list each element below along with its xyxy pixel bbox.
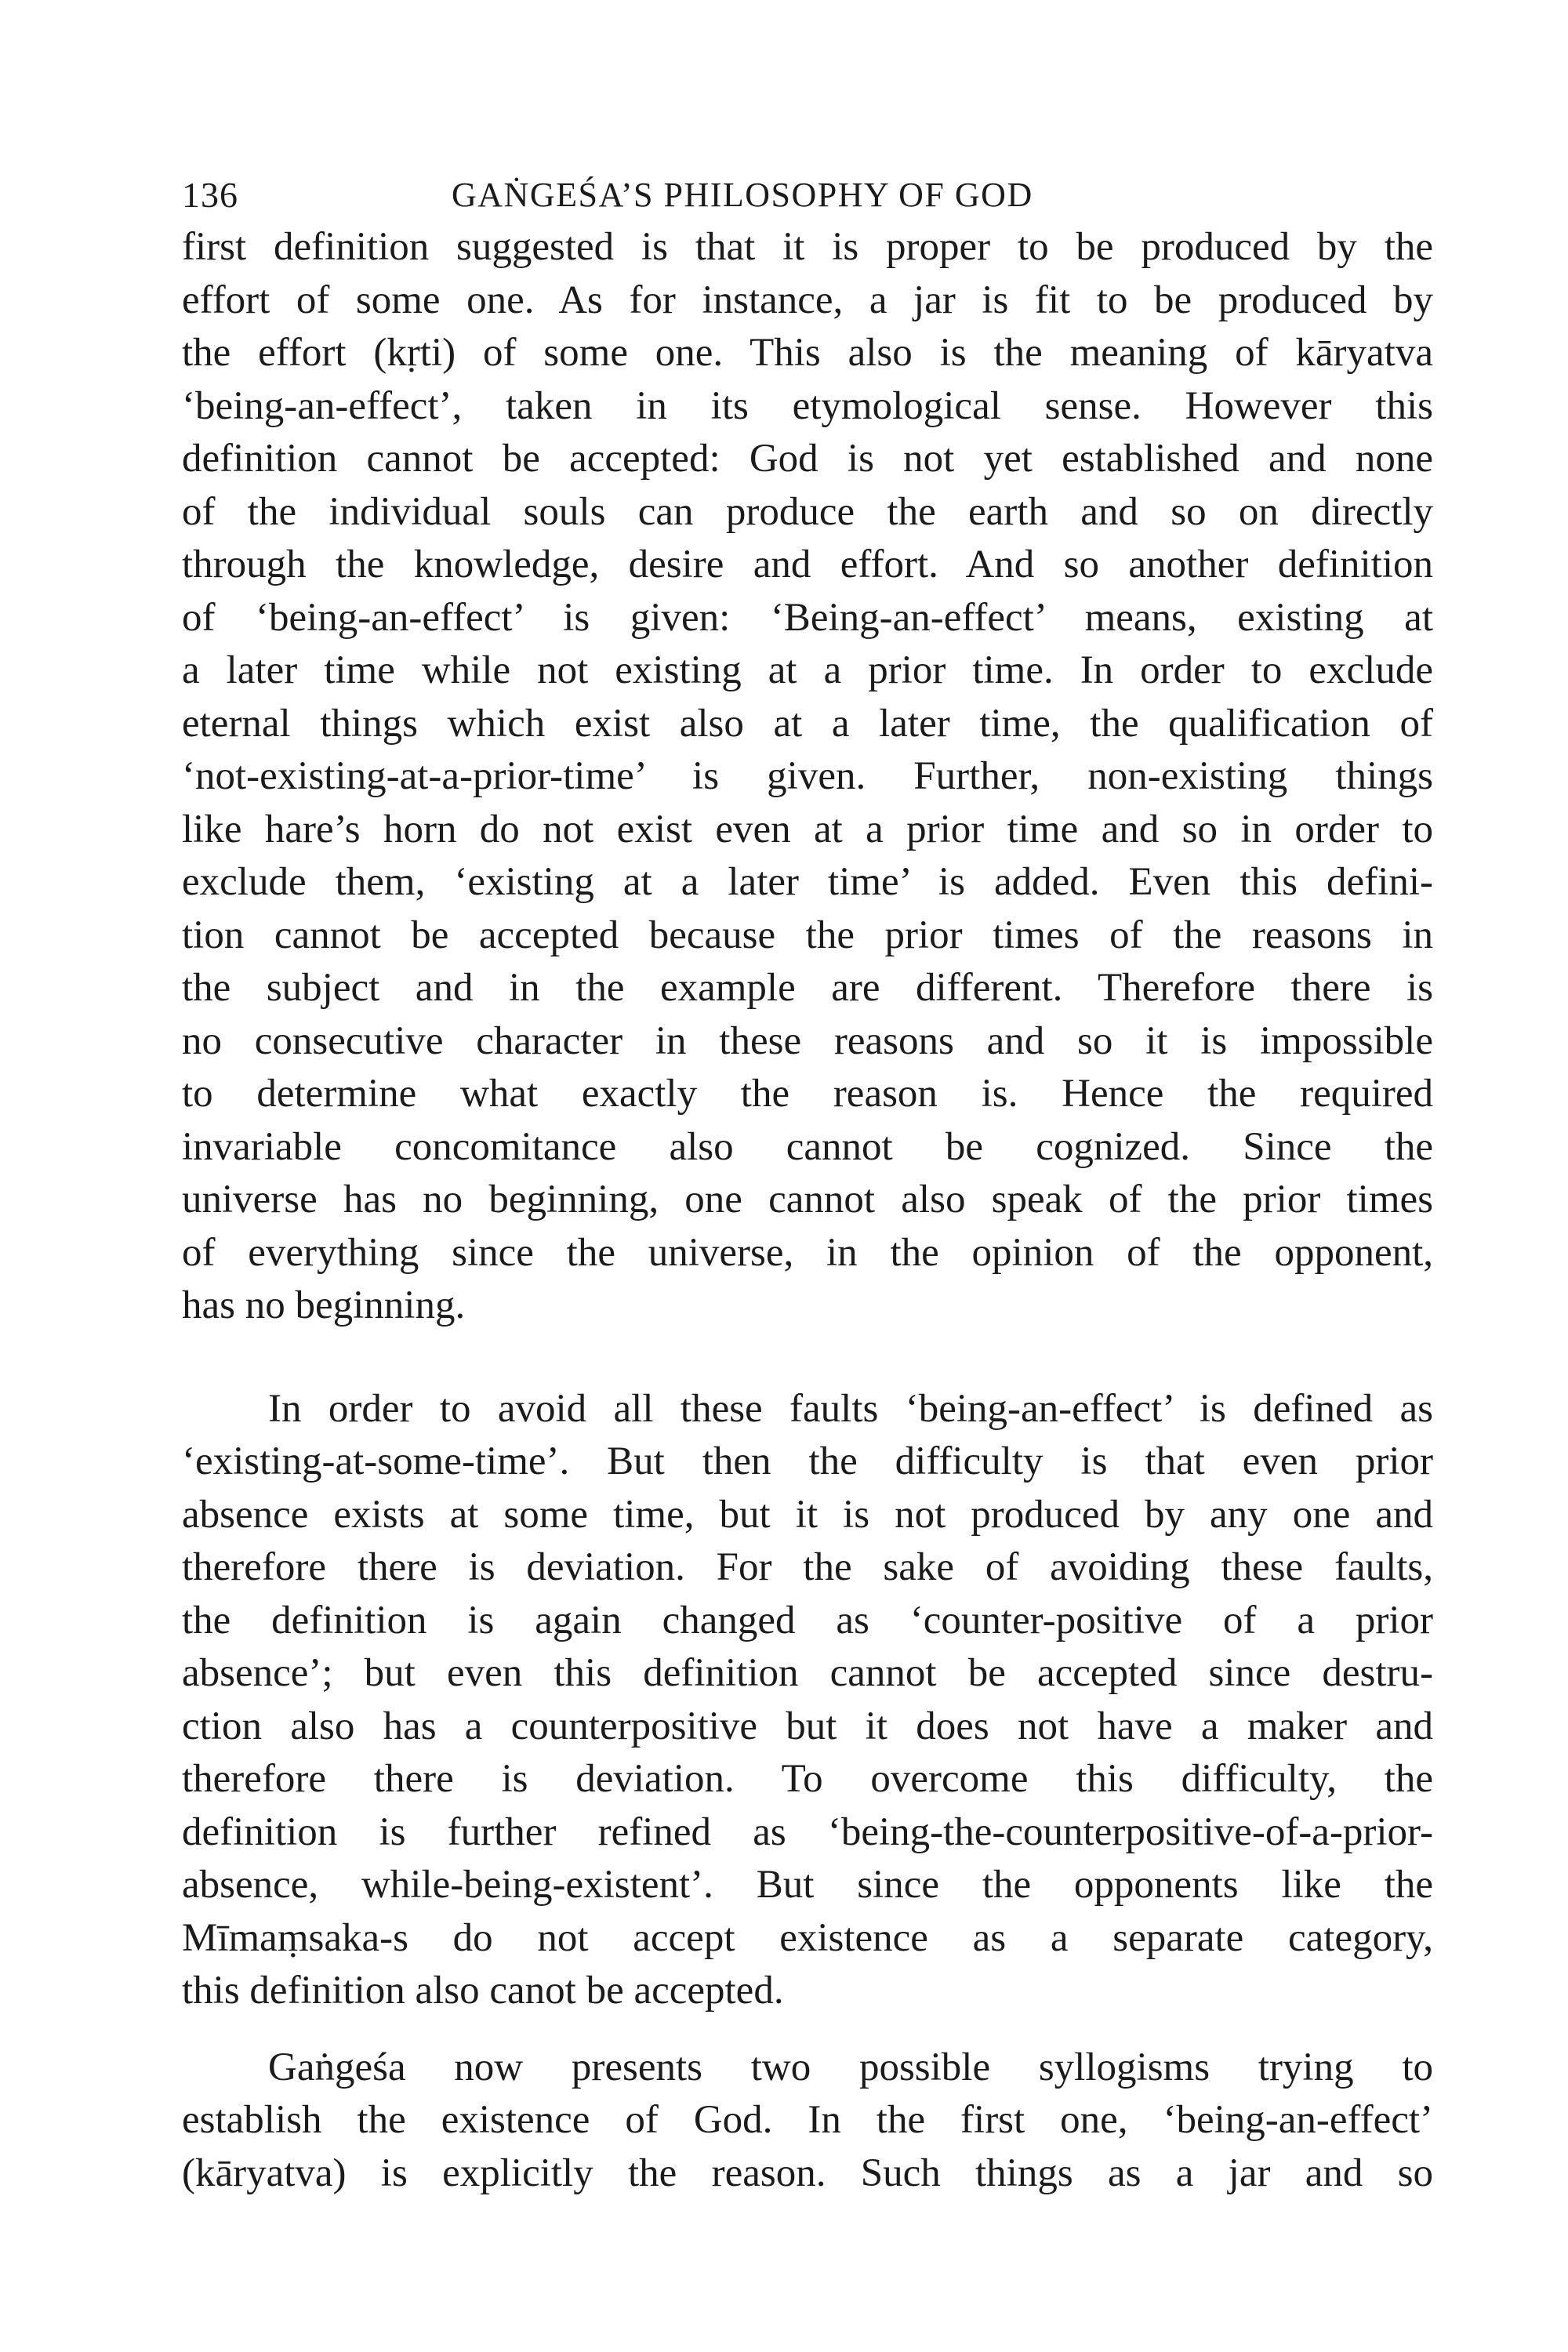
text-line: Gaṅgeśa now presents two possible syllogisms trying to (268, 2045, 1433, 2089)
paragraph-2 (182, 1383, 1433, 2018)
text-line: through the knowledge, desire and effort. And so another definition (182, 543, 1433, 586)
text-line: effort of some one. As for instance, a jar is fit to be produced by (182, 278, 1433, 322)
text-line: has no beginning. (182, 1283, 466, 1327)
text-line: In order to avoid all these faults ‘being-an-effect’ is defined as (268, 1386, 1433, 1431)
text-line: definition is further refined as ‘being-the-counterpositive-of-a-prior- (182, 1809, 1433, 1854)
text-line: establish the existence of God. In the first one, ‘being-an-effect’ (182, 2098, 1433, 2142)
text-line: of ‘being-an-effect’ is given: ‘Being-an-effect’ means, existing at (182, 595, 1433, 640)
text-line: Mīmaṃsaka-s do not accept existence as a separate category, (182, 1915, 1433, 1960)
page-number: 136 (182, 175, 238, 215)
text-line: absence, while-being-existent’. But since the opponents like the (182, 1863, 1433, 1907)
text-line: (kāryatva) is explicitly the reason. Such things as a jar and so (182, 2151, 1433, 2195)
text-line: universe has no beginning, one cannot also speak of the prior times (182, 1178, 1433, 1221)
paragraph-spacer (182, 1333, 1433, 1383)
text-line: exclude them, ‘existing at a later time’ is added. Even this defini- (182, 860, 1433, 904)
text-line: a later time while not existing at a prior time. In order to exclude (182, 648, 1433, 692)
text-line: absence’; but even this definition cannot be accepted since destru- (182, 1651, 1433, 1695)
paragraph-spacer (182, 2018, 1433, 2042)
text-line: no consecutive character in these reasons and so it is impossible (182, 1018, 1433, 1063)
paragraph-3 (182, 2042, 1433, 2201)
text-line: ‘being-an-effect’, taken in its etymological sense. However this (182, 383, 1433, 428)
text-line: the definition is again changed as ‘counter-positive of a prior (182, 1598, 1433, 1642)
text-line: this definition also canot be accepted. (182, 1969, 784, 2013)
text-line: like hare’s horn do not exist even at a prior time and so in order to (182, 807, 1433, 851)
text-line: of the individual souls can produce the earth and so on directly (182, 489, 1433, 534)
text-line: therefore there is deviation. To overcome this difficulty, the (182, 1757, 1433, 1801)
text-line: first definition suggested is that it is proper to be produced by the (182, 225, 1433, 269)
text-line: the effort (kṛti) of some one. This also is the meaning of kāryatva (182, 331, 1433, 375)
book-title: GAṄGEŚA’S PHILOSOPHY OF GOD (452, 176, 1033, 214)
text-line: to determine what exactly the reason is. Hence the required (182, 1072, 1433, 1116)
text-line: of everything since the universe, in the opinion of the opponent, (182, 1230, 1433, 1275)
text-line: absence exists at some time, but it is not produced by any one and (182, 1492, 1433, 1537)
text-line: invariable concomitance also cannot be cognized. Since the (182, 1124, 1433, 1169)
paragraph-1 (182, 221, 1433, 1333)
text-line: tion cannot be accepted because the prior times of the reasons in (182, 913, 1433, 957)
text-line: definition cannot be accepted: God is not yet established and none (182, 437, 1433, 481)
text-line: ‘not-existing-at-a-prior-time’ is given. Further, non-existing things (182, 754, 1433, 798)
body-text (182, 221, 1433, 2200)
text-line: eternal things which exist also at a later time, the qualification of (182, 701, 1433, 746)
text-line: ‘existing-at-some-time’. But then the difficulty is that even prior (182, 1439, 1433, 1483)
running-head (182, 168, 1436, 223)
text-line: ction also has a counterpositive but it does not have a maker and (182, 1704, 1433, 1748)
text-line: the subject and in the example are different. Therefore there is (182, 966, 1433, 1010)
text-line: therefore there is deviation. For the sake of avoiding these faults, (182, 1545, 1433, 1589)
